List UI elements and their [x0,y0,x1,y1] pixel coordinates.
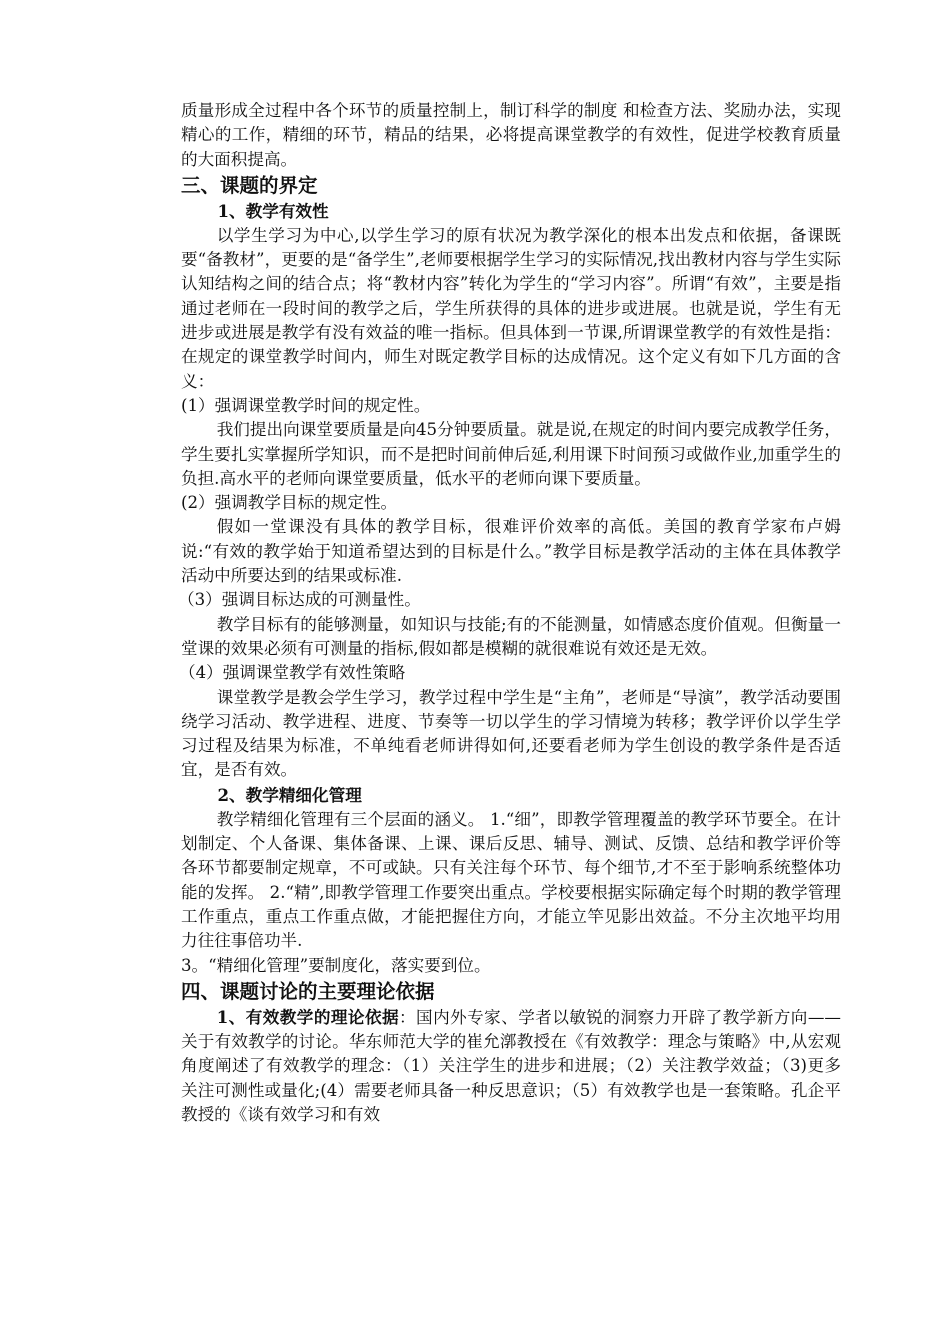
heading-section-4: 四、课题讨论的主要理论依据 [181,979,435,1003]
heading-section-3: 三、课题的界定 [181,173,318,197]
paragraph-theory-lead: 1、有效教学的理论依据 [216,1006,400,1027]
list-item-3: （3）强调目标达成的可测量性。 [178,590,421,610]
paragraph-strategy: 课堂教学是教会学生学习，教学过程中学生是“主角”，老师是“导演”，教学活动要围绕学习活动、教学进程、进度、节奏等一切以学生的学习情境为转移；教学评价以学生学习过程及结果为标准，不单纯看老师讲得如何,还要看老师为学生创设的教学条件是否适宜，是否有效。 [181,687,841,780]
paragraph-theory-text: ：国内外专家、学者以敏锐的洞察力开辟了教学新方向——关于有效教学的讨论。华东师范大学的崔允漷教授在《有效教学：理念与策略》中,从宏观角度阐述了有效教学的理念：（1）关注学生的进步和进展；（2）关注教学效益；（3)更多关注可测性或量化;(4）需要老师具备一种反思意识；（5）有效教学也是一套策略。孔企平教授的《谈有效学习和有效 [181,1007,842,1124]
paragraph-time: 我们提出向课堂要质量是向45分钟要质量。就是说,在规定的时间内要完成教学任务，学生要扎实掌握所学知识，而不是把时间前伸后延,利用课下时间预习或做作业,加重学生的负担.高水平的老师向课堂要质量，低水平的老师向课下要质量。 [181,420,841,488]
subheading-teaching-effectiveness: 1、教学有效性 [217,200,329,221]
subheading-refined-management: 2、教学精细化管理 [217,784,362,805]
paragraph-management: 教学精细化管理有三个层面的涵义。 1.“细”，即教学管理覆盖的教学环节要全。在计划制定、个人备课、集体备课、上课、课后反思、辅导、测试、反馈、总结和教学评价等各环节都要制定规章，不可或缺。只有关注每个环节、每个细节,才不至于影响系统整体功能的发挥。 2.“精”,即教学管理工作要突出重点。学校要根据实际确定每个时期的教学管理工作重点，重点工作重点做，才能把握住方向，才能立竿见影出效益。不分主次地平均用力往往事倍功半. [181,809,841,951]
paragraph-measurable: 教学目标有的能够测量，如知识与技能;有的不能测量，如情感态度价值观。但衡量一堂课的效果必须有可测量的指标,假如都是模糊的就很难说有效还是无效。 [181,614,841,658]
paragraph-intro: 质量形成全过程中各个环节的质量控制上，制订科学的制度 和检查方法、奖励办法，实现精心的工作，精细的环节，精品的结果，必将提高课堂教学的有效性，促进学校教育质量的大面积提高。 [181,101,841,169]
paragraph-goals: 假如一堂课没有具体的教学目标，很难评价效率的高低。美国的教育学家布卢姆说:“有效的教学始于知道希望达到的目标是什么。”教学目标是教学活动的主体在具体教学活动中所要达到的结果或标准. [181,517,841,586]
list-item-2: (2）强调教学目标的规定性。 [181,493,398,513]
list-item-4: （4）强调课堂教学有效性策略 [179,663,406,683]
list-item-1: (1）强调课堂教学时间的规定性。 [181,395,431,415]
document-body [178,99,842,1127]
paragraph-theory [181,1005,841,1127]
paragraph-effectiveness: 以学生学习为中心,以学生学习的原有状况为教学深化的根本出发点和依据，备课既要“备教材”，更要的是“备学生”,老师要根据学生学习的实际情况,找出教材内容与学生实际认知结构之间的结合点；将“教材内容”转化为学生的“学习内容”。所谓“有效”，主要是指通过老师在一段时间的教学之后，学生所获得的具体的进步或进展。也就是说，学生有无进步或进展是教学有没有效益的唯一指标。但具体到一节课,所谓课堂教学的有效性是指：在规定的课堂教学时间内，师生对既定教学目标的达成情况。这个定义有如下几方面的含义： [181,225,841,391]
paragraph-management-3: 3。“精细化管理”要制度化，落实要到位。 [181,955,491,975]
